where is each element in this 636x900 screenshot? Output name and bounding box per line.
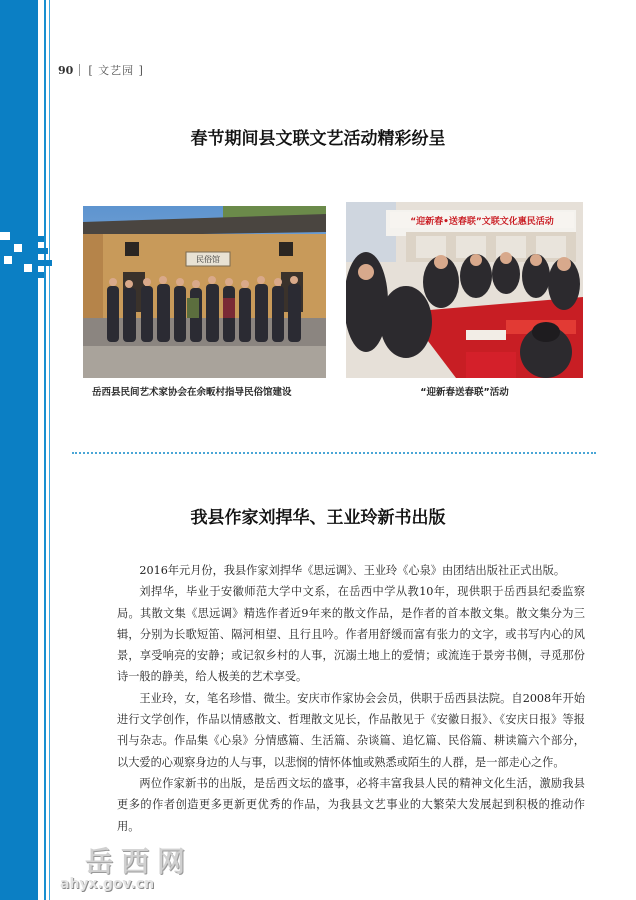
paragraph: 两位作家新书的出版，是岳西文坛的盛事，必将丰富我县人民的精神文化生活，激励我县更多的作者创造更多更新更优秀的作品，为我县文艺事业的大繁荣大发展起到积极的推动作用。 [117,776,585,833]
paragraph: 2016年元月份，我县作家刘捍华《思远调》、王业玲《心泉》由团结出版社正式出版。 [139,564,566,577]
page-number: 90 [58,63,74,77]
paragraph: 王业玲，女，笔名珍惜、微尘。安庆市作家协会会员，供职于岳西县法院。自2008年开始进行文学创作，作品以情感散文、哲理散文见长，作品散见于《安徽日报》、《安庆日报》等报刊与杂志。作品集《心泉》分情感篇、生活篇、杂谈篇、追忆篇、民俗篇、耕读篇六个部分，以大爱的心观察身边的人与事，以悲悯的情怀体恤或熟悉或陌生的人群，是一部走心之作。 [117,691,585,769]
article2-title: 我县作家刘捍华、王业玲新书出版 [190,508,446,528]
photo-folk-museum [83,206,326,378]
article1-title: 春节期间县文联文艺活动精彩纷呈 [190,129,446,149]
paragraph: 刘捍华，毕业于安徽师范大学中文系，在岳西中学从教10年，现供职于岳西县纪委监察局。其散文集《思远调》精选作者近9年来的散文作品，是作者的首本散文集。散文集分为三辑，分别为长歌短笛、隔河相望、且行且吟。作者用舒缓而富有张力的文字，或书写内心的风景，享受响亮的安静；或记叙乡村的人事，沉溺土地上的爱情；或流连于景旁书侧，寻觅那份诗一般的静美，给人极美的艺术享受。 [117,585,585,684]
watermark-logo: 岳西网 [85,845,194,878]
caption-couplets-event: “迎新春送春联”活动 [420,387,509,398]
header-separator [79,64,80,76]
photo-couplets-event [346,202,583,378]
event-banner-text: “迎新春•送春联”文联文化惠民活动 [410,217,554,227]
caption-folk-museum: 岳西县民间艺术家协会在余畈村指导民俗馆建设 [92,387,292,398]
section-divider [72,452,596,454]
section-tag: [ 文艺园 ] [88,64,144,77]
building-sign-text: 民俗馆 [196,255,220,264]
page-header [58,62,144,78]
watermark-url: ahyx.gov.cn [60,876,155,892]
article2-body [117,560,585,837]
